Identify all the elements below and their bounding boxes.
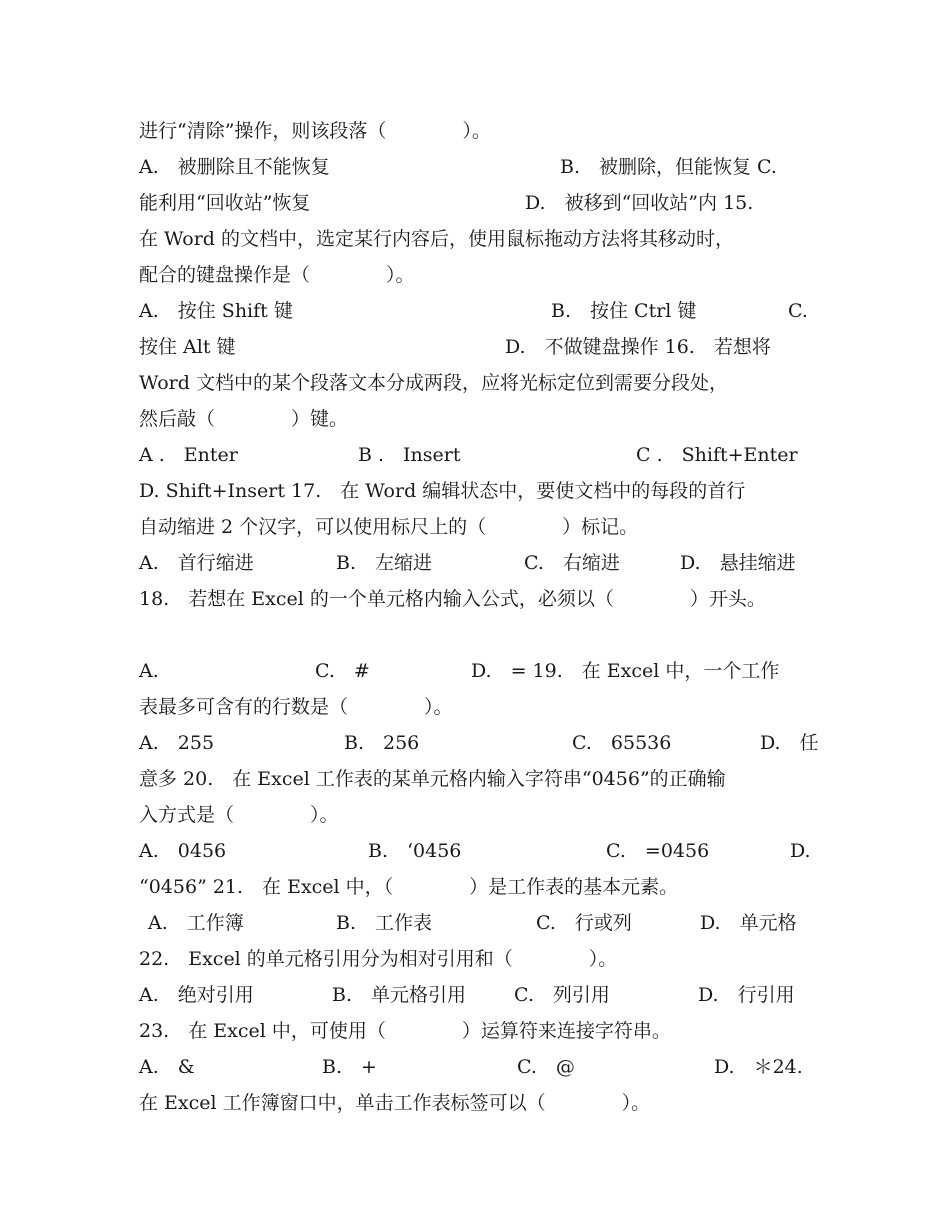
options-line — [0, 908, 950, 938]
option-a: A. 按住 Shift 键 — [139, 300, 293, 322]
option-d-label: D. — [790, 840, 811, 862]
text-line — [0, 476, 950, 506]
line-text: “0456” 21. 在 Excel 中，（ ）是工作表的基本元素。 — [139, 876, 679, 898]
option-d: D. = 19. 在 Excel 中，一个工作 — [471, 660, 780, 682]
line-text: 在 Word 的文档中，选定某行内容后，使用鼠标拖动方法将其移动时， — [139, 228, 735, 250]
options-line — [0, 980, 950, 1010]
options-line — [0, 548, 950, 578]
text-line — [0, 224, 950, 254]
options-line — [0, 188, 950, 218]
option-c: C. @ — [517, 1056, 575, 1078]
line-text: 18. 若想在 Excel 的一个单元格内输入公式，必须以（ ）开头。 — [139, 588, 766, 610]
option-c: C . Shift+Enter — [636, 444, 798, 466]
line-text: 意多 20. 在 Excel 工作表的某单元格内输入字符串“0456”的正确输 — [139, 768, 726, 790]
option-a: A. 绝对引用 — [139, 984, 254, 1006]
text-line — [0, 368, 950, 398]
text-line — [0, 944, 950, 974]
line-text: 23. 在 Excel 中，可使用（ ）运算符来连接字符串。 — [139, 1020, 671, 1042]
line-text: 自动缩进 2 个汉字，可以使用标尺上的（ ）标记。 — [139, 516, 639, 538]
line-text: 在 Excel 工作簿窗口中，单击工作表标签可以（ ）。 — [139, 1092, 651, 1114]
option-d: D. 被移到“回收站”内 15. — [525, 192, 754, 214]
text-line — [0, 764, 950, 794]
option-d: D. 单元格 — [700, 912, 797, 934]
text-line — [0, 692, 950, 722]
option-b: B. 左缩进 — [336, 552, 433, 574]
option-a: A. & — [139, 1056, 195, 1078]
option-a: A. — [139, 660, 159, 682]
line-text: 22. Excel 的单元格引用分为相对引用和（ ）。 — [139, 948, 618, 970]
option-d: D. 悬挂缩进 — [680, 552, 796, 574]
option-b: B. 工作表 — [336, 912, 433, 934]
option-b: B. 256 — [344, 732, 420, 754]
option-b: B . Insert — [358, 444, 461, 466]
option-a: A . Enter — [139, 444, 238, 466]
options-line — [0, 1052, 950, 1082]
options-line — [0, 836, 950, 866]
option-b: B. 被删除，但能恢复 C. — [560, 156, 777, 178]
text-line — [0, 404, 950, 434]
options-line — [0, 656, 950, 686]
option-c: C. 65536 — [572, 732, 672, 754]
option-c-text: 按住 Alt 键 — [139, 336, 236, 358]
text-line — [0, 512, 950, 542]
text-line — [0, 1016, 950, 1046]
line-text: 然后敲（ ）键。 — [139, 408, 349, 430]
option-c: C. 列引用 — [514, 984, 610, 1006]
text-line — [0, 1088, 950, 1118]
option-d: D. 任 — [760, 732, 819, 754]
option-b: B. 按住 Ctrl 键 — [551, 300, 697, 322]
option-c: C. # — [315, 660, 370, 682]
text-line — [0, 260, 950, 290]
option-a: A. 被删除且不能恢复 — [139, 156, 330, 178]
line-text: D. Shift+Insert 17. 在 Word 编辑状态中，要使文档中的每段的首行 — [139, 480, 746, 502]
options-line — [0, 296, 950, 326]
option-b: B. ‘0456 — [368, 840, 462, 862]
text-line — [0, 584, 950, 614]
option-c: C. 右缩进 — [524, 552, 620, 574]
line-text: Word 文档中的某个段落文本分成两段，应将光标定位到需要分段处， — [139, 372, 728, 394]
option-a: A. 255 — [139, 732, 215, 754]
options-line — [0, 728, 950, 758]
option-a: A. 0456 — [139, 840, 227, 862]
option-d: D. 不做键盘操作 16. 若想将 — [505, 336, 771, 358]
line-text: 表最多可含有的行数是（ ）。 — [139, 696, 453, 718]
options-line — [0, 440, 950, 470]
option-c: C. =0456 — [606, 840, 710, 862]
text-line — [0, 800, 950, 830]
line-text: 配合的键盘操作是（ ）。 — [139, 264, 415, 286]
option-c-text: 能利用“回收站”恢复 — [139, 192, 311, 214]
text-line — [0, 116, 950, 146]
option-b: B. + — [322, 1056, 377, 1078]
option-a: A. 工作簿 — [148, 912, 244, 934]
text-line — [0, 872, 950, 902]
option-b: B. 单元格引用 — [332, 984, 467, 1006]
option-d: D. 行引用 — [698, 984, 795, 1006]
options-line — [0, 332, 950, 362]
option-d: D. ＊24. — [714, 1056, 803, 1078]
option-a: A. 首行缩进 — [139, 552, 254, 574]
option-c-label: C. — [788, 300, 808, 322]
line-text: 入方式是（ ）。 — [139, 804, 339, 826]
line-text: 进行“清除”操作，则该段落（ ）。 — [139, 120, 491, 142]
option-c: C. 行或列 — [536, 912, 632, 934]
options-line — [0, 152, 950, 182]
